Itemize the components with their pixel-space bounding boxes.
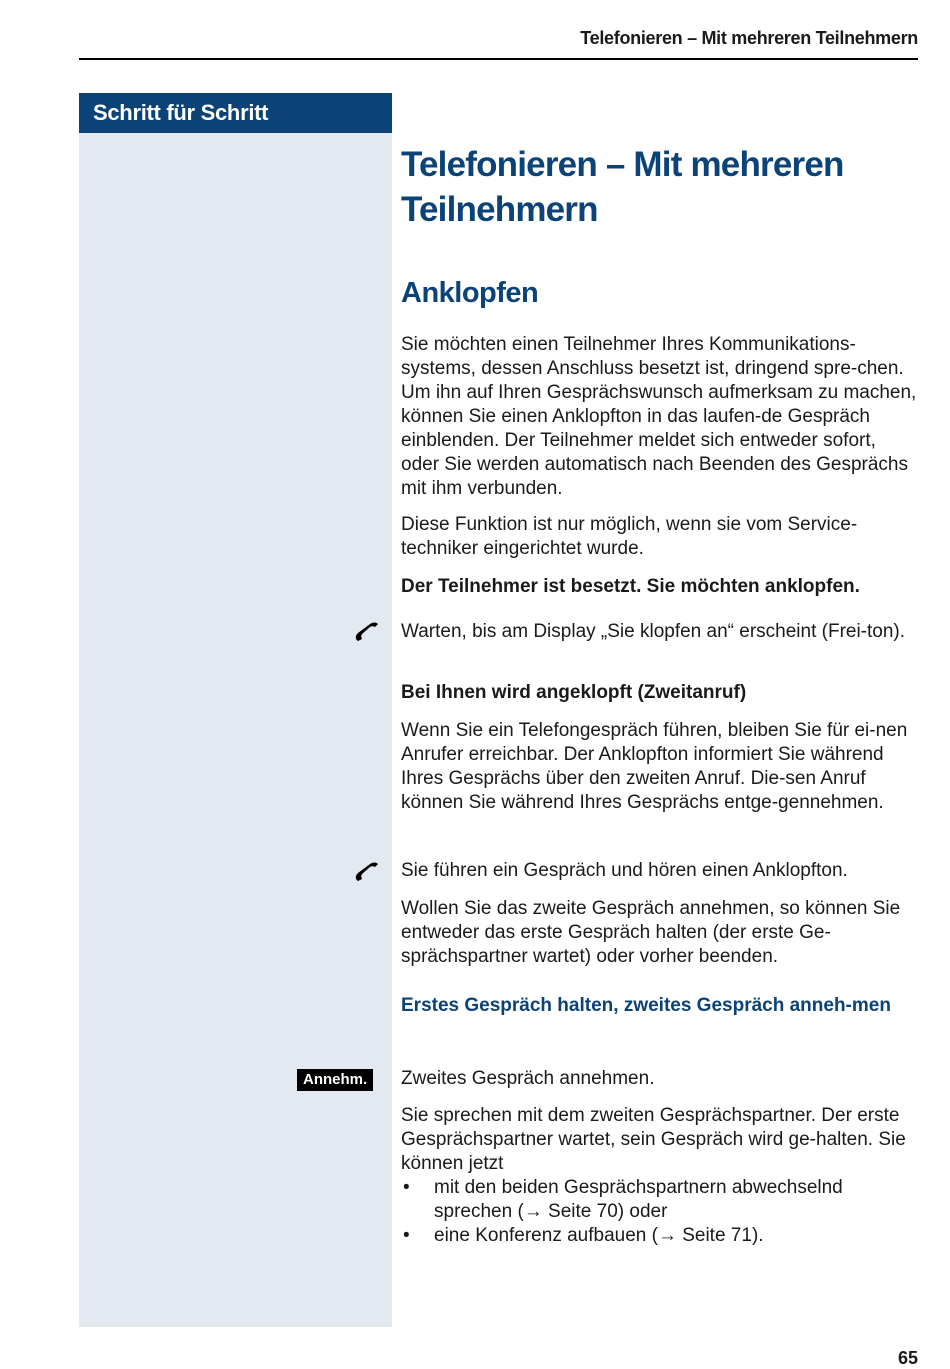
header-rule: [79, 58, 918, 60]
list-item: • eine Konferenz aufbauen (→ Seite 71).: [401, 1224, 918, 1248]
section-title: Anklopfen: [401, 277, 539, 309]
call-step: Sie führen ein Gespräch und hören einen Anklopfton.: [401, 860, 848, 881]
service-paragraph: Diese Funktion ist nur möglich, wenn sie vom Service-techniker eingerichtet wurde.: [401, 514, 858, 559]
page-title: [401, 142, 918, 232]
accept-step: Zweites Gespräch annehmen.: [401, 1068, 655, 1089]
annehm-softkey[interactable]: Annehm.: [297, 1069, 373, 1091]
page-number: 65: [897, 1348, 918, 1368]
list-item: • mit den beiden Gesprächspartnern abwechselnd sprechen (→ Seite 70) oder: [401, 1176, 918, 1224]
phone-handset-icon: [352, 620, 382, 644]
phone-handset-icon: [352, 860, 382, 884]
intro-paragraph: Sie möchten einen Teilnehmer Ihres Kommunikations-systems, dessen Anschluss besetzt ist, dringend spre-chen. Um ihn auf Ihren Gesprächswunsch aufmerksam zu machen, können Sie einen Anklopfton in das laufen-de Gespräch einblenden. Der Teilnehmer meldet sich entweder sofort, oder Sie werden automatisch nach Beenden des Gesprächs mit ihm verbunden.: [401, 334, 917, 499]
sidebar-column: [79, 93, 392, 1327]
second-call-paragraph: Wenn Sie ein Telefongespräch führen, bleiben Sie für ei-nen Anrufer erreichbar. Der Anklopfton informiert Sie während Ihres Gesprächs über den zweiten Anruf. Die-sen Anruf können Sie während Ihres Gesprächs entge-gennehmen.: [401, 720, 908, 813]
page-title-line1: Telefonieren – Mit mehreren: [401, 145, 844, 184]
second-call-heading: Bei Ihnen wird angeklopft (Zweitanruf): [401, 682, 747, 703]
running-header: Telefonieren – Mit mehreren Teilnehmern: [580, 28, 918, 48]
options-list: [401, 1176, 918, 1248]
page-title-line2: Teilnehmern: [401, 190, 598, 229]
hold-heading: Erstes Gespräch halten, zweites Gespräch anneh-men: [401, 995, 891, 1016]
after-accept-paragraph: Sie sprechen mit dem zweiten Gesprächspartner. Der erste Gesprächspartner wartet, sein Gespräch wird ge-halten. Sie können jetzt: [401, 1105, 906, 1174]
sidebar-title: Schritt für Schritt: [79, 93, 392, 133]
options-paragraph: Wollen Sie das zweite Gespräch annehmen, so können Sie entweder das erste Gespräch halten (der erste Ge-sprächspartner wartet) oder vorher beenden.: [401, 898, 901, 967]
wait-step: Warten, bis am Display „Sie klopfen an“ erscheint (Frei-ton).: [401, 621, 906, 642]
busy-heading: Der Teilnehmer ist besetzt. Sie möchten anklopfen.: [401, 576, 860, 597]
